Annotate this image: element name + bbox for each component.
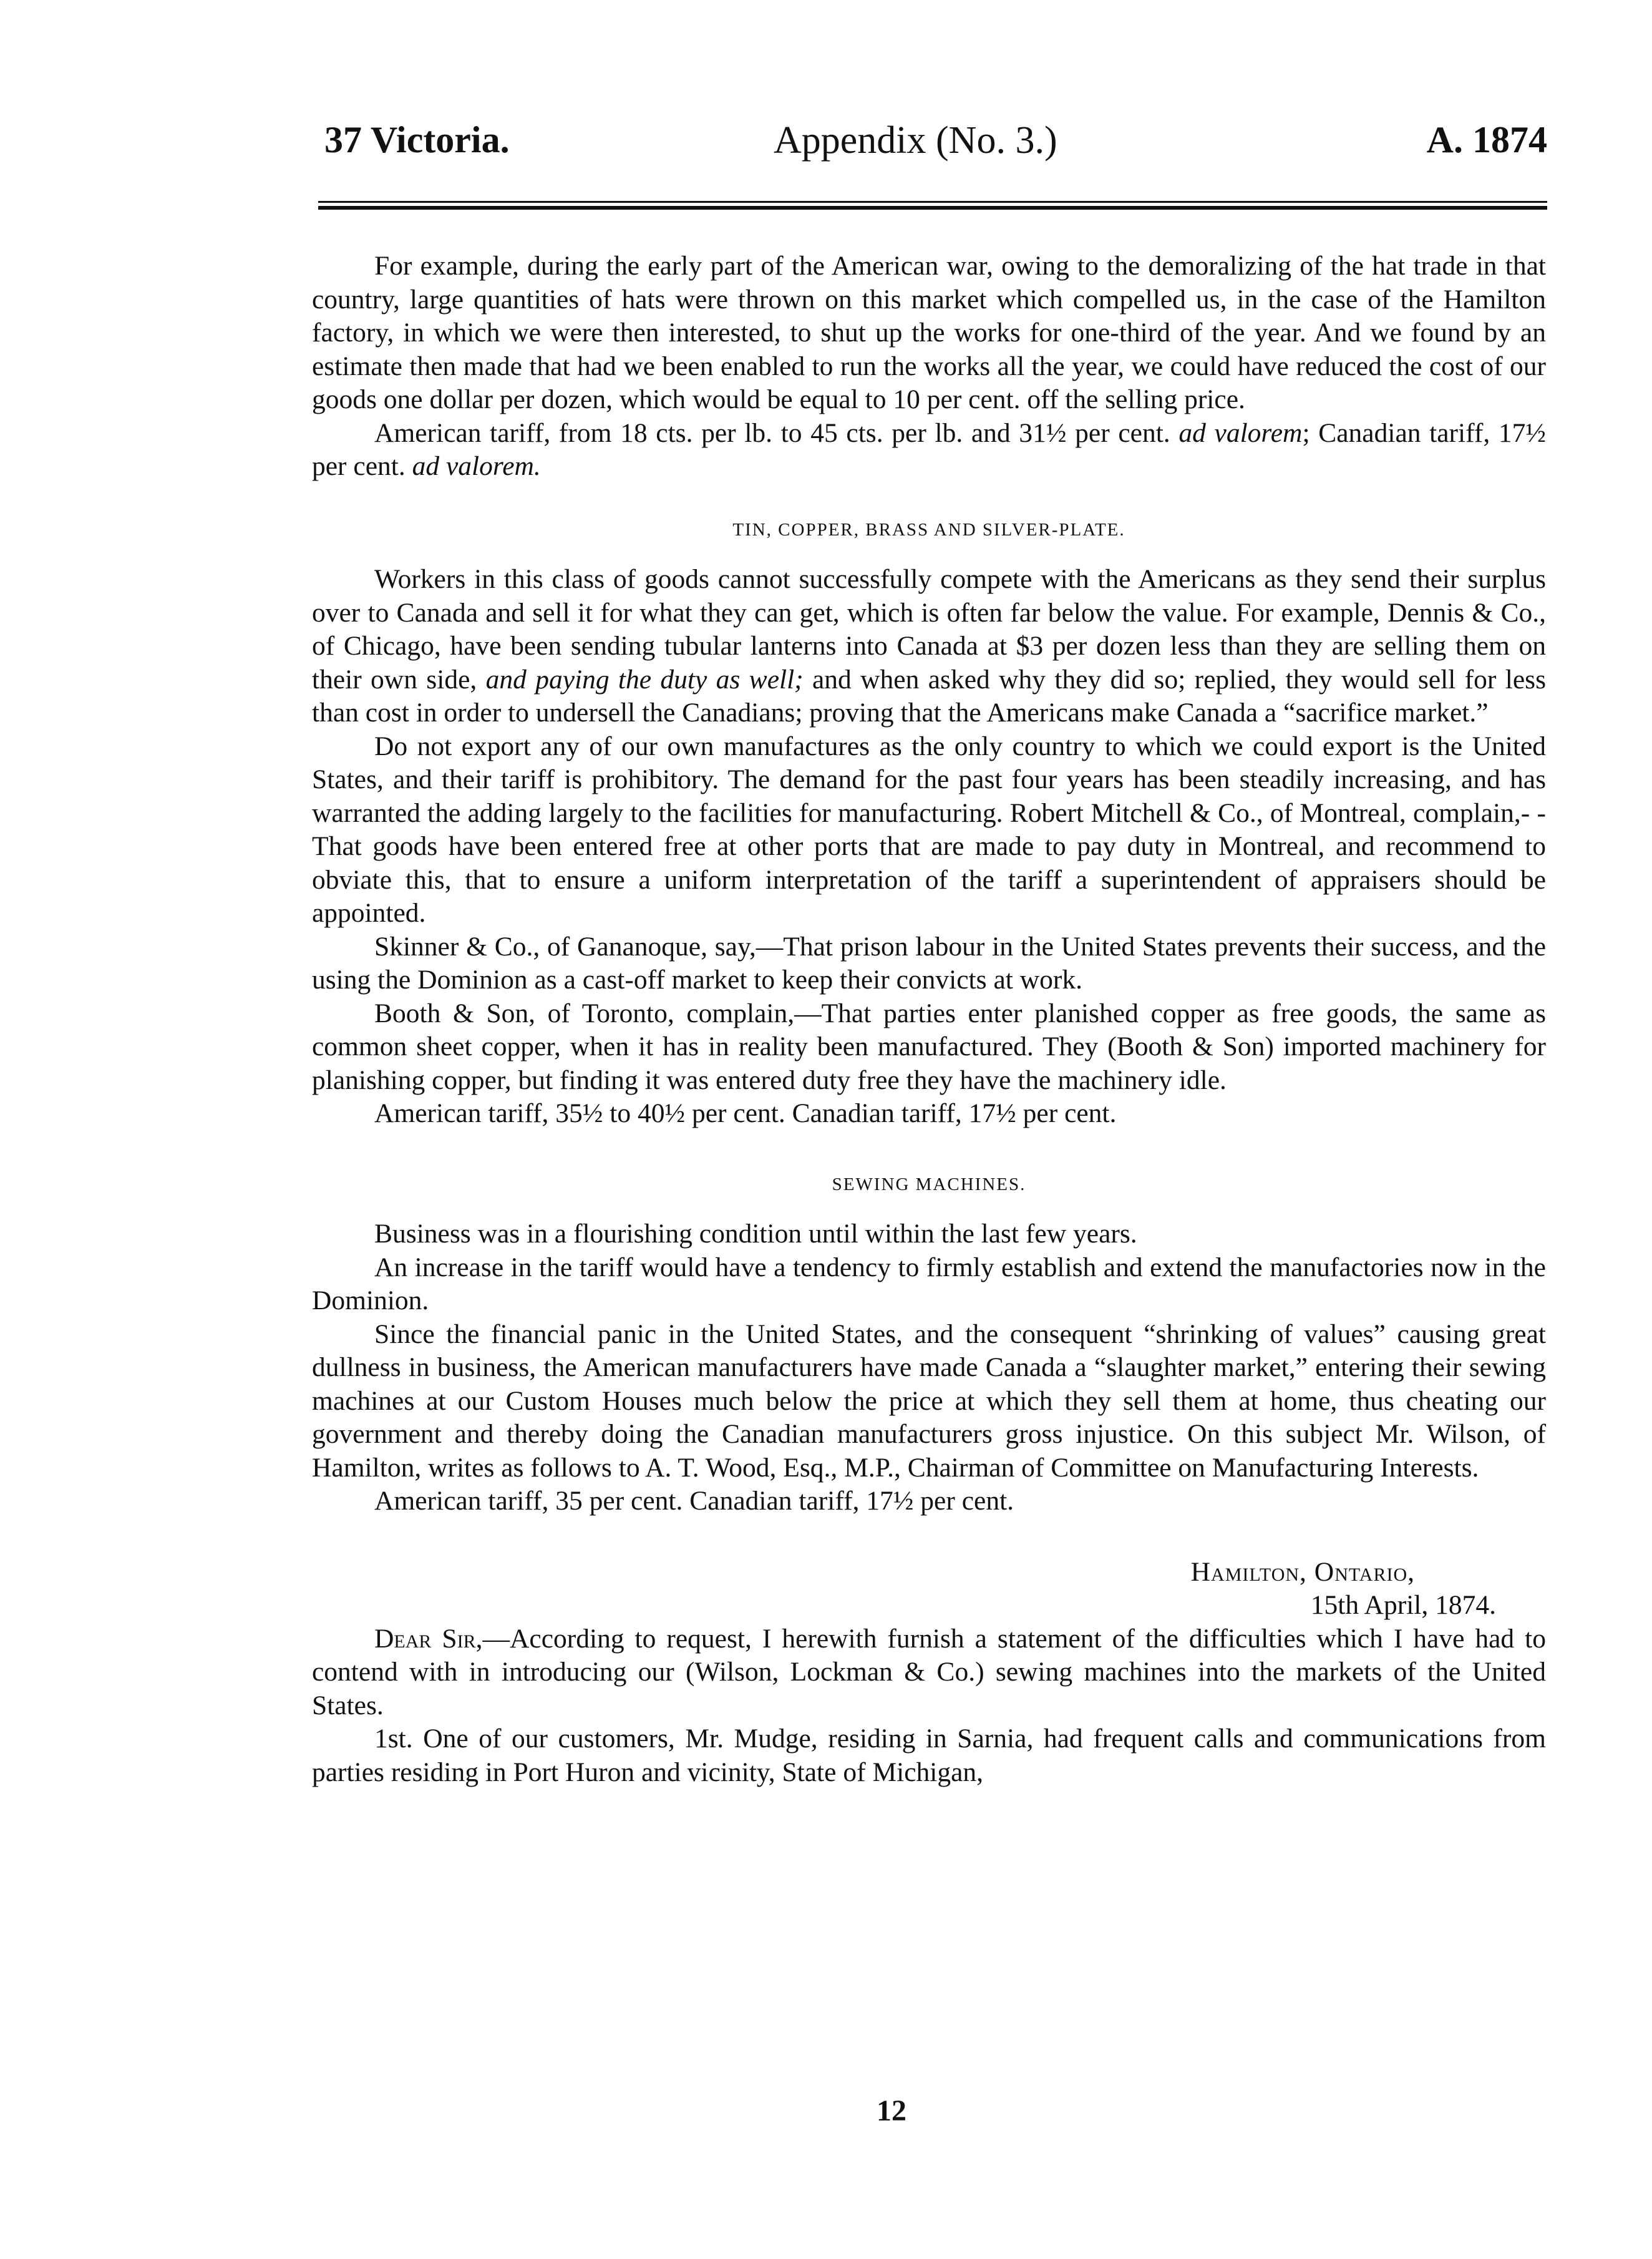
section-heading-sewing: SEWING MACHINES. — [832, 1174, 1026, 1194]
tin-text: and when asked why they did so; replied, they would sell for less than cost in order to undersell the Canadians; proving that the Americans make Canada a “sacrifice market.” — [312, 664, 1546, 728]
tariff-italic: ad valorem — [1178, 417, 1303, 448]
tin-paragraph-1 — [312, 563, 1546, 730]
letter-text: —According to request, I herewith furnish a statement of the difficulties which I have had to contend with in introducing our (Wilson, Lockman & Co.) sewing machines into the markets of the United States. — [312, 1623, 1546, 1720]
tariff-text: American tariff, from 18 cts. per lb. to 45 cts. per lb. and 31½ per cent. — [374, 417, 1179, 448]
tin-text: Workers in this class of goods cannot successfully compete with the Americans as they send their surplus over to Canada and sell it for what they can get, which is often far below the value. For example, Dennis & Co., of Chicago, have been sending tubular lanterns into Canada at $3 per dozen less than they are selling them on their own side, — [312, 564, 1546, 695]
running-header — [324, 119, 1547, 175]
tin-tariff-paragraph: American tariff, 35½ to 40½ per cent. Canadian tariff, 17½ per cent. — [374, 1098, 1117, 1128]
intro-paragraph: For example, during the early part of the American war, owing to the demoralizing of the hat trade in that country, large quantities of hats were thrown on this market which compelled us, in the case of the Hamilton factory, in which we were then interested, to shut up the works for one-third of the year. And we found by an estimate then made that had we been enabled to run the works all the year, we could have reduced the cost of our goods one dollar per dozen, which would be equal to 10 per cent. off the selling price. — [312, 251, 1546, 414]
letter-place: Hamilton, Ontario, — [1190, 1556, 1415, 1587]
letter-paragraph-2: 1st. One of our customers, Mr. Mudge, residing in Sarnia, had frequent calls and communications from parties residing in Port Huron and vicinity, State of Michigan, — [312, 1724, 1546, 1787]
sewing-paragraph-3: Since the financial panic in the United States, and the consequent “shrinking of values” causing great dullness in business, the American manufacturers have made Canada a “slaughter market,” entering their sewing machines at our Custom Houses much below the price at which they sell them at home, thus cheating our government and thereby doing the Canadian manufacturers gross injustice. On this subject Mr. Wilson, of Hamilton, writes as follows to A. T. Wood, Esq., M.P., Chairman of Committee on Manufacturing Interests. — [312, 1319, 1546, 1483]
header-rule-thin — [318, 201, 1547, 203]
sewing-paragraph-2: An increase in the tariff would have a tendency to firmly establish and extend the manufactories now in the Dominion. — [312, 1252, 1546, 1315]
letter-paragraph-1 — [312, 1622, 1546, 1723]
sewing-tariff-paragraph: American tariff, 35 per cent. Canadian tariff, 17½ per cent. — [374, 1486, 1014, 1516]
header-session: 37 Victoria. — [324, 119, 510, 160]
tariff-italic: ad valorem. — [412, 451, 541, 481]
letter-salutation: Dear Sir, — [374, 1623, 483, 1654]
header-rule-thick — [318, 206, 1547, 210]
page-number: 12 — [877, 2094, 906, 2127]
header-appendix: Appendix (No. 3.) — [774, 119, 1057, 162]
tin-paragraph-4: Booth & Son, of Toronto, complain,—That parties enter planished copper as free goods, the same as common sheet copper, when it has in reality been manufactured. They (Booth & Son) imported machinery for planishing copper, but finding it was entered duty free they have the machinery idle. — [312, 998, 1546, 1095]
header-year: A. 1874 — [1426, 119, 1547, 160]
section-heading-tin: TIN, COPPER, BRASS AND SILVER-PLATE. — [732, 519, 1125, 540]
tin-paragraph-3: Skinner & Co., of Gananoque, say,—That prison labour in the United States prevents their success, and the using the Dominion as a cast-off market to keep their convicts at work. — [312, 931, 1546, 995]
page-body — [312, 250, 1546, 1789]
letter-date: 15th April, 1874. — [1310, 1590, 1496, 1620]
intro-tariff-paragraph — [312, 417, 1546, 484]
tin-paragraph-2: Do not export any of our own manufactures as the only country to which we could export is the United States, and their tariff is prohibitory. The demand for the past four years has been steadily increasing, and has warranted the adding largely to the facilities for manufacturing. Robert Mitchell & Co., of Montreal, complain,- -That goods have been entered free at other ports that are made to pay duty in Montreal, and recommend to obviate this, that to ensure a uniform interpretation of the tariff a superintendent of appraisers should be appointed. — [312, 731, 1546, 928]
tariff-text: ; Canadian tariff, 17½ per cent. — [312, 417, 1546, 481]
tin-italic: and paying the duty as well; — [485, 664, 804, 695]
sewing-paragraph-1: Business was in a flourishing condition until within the last few years. — [374, 1219, 1137, 1249]
